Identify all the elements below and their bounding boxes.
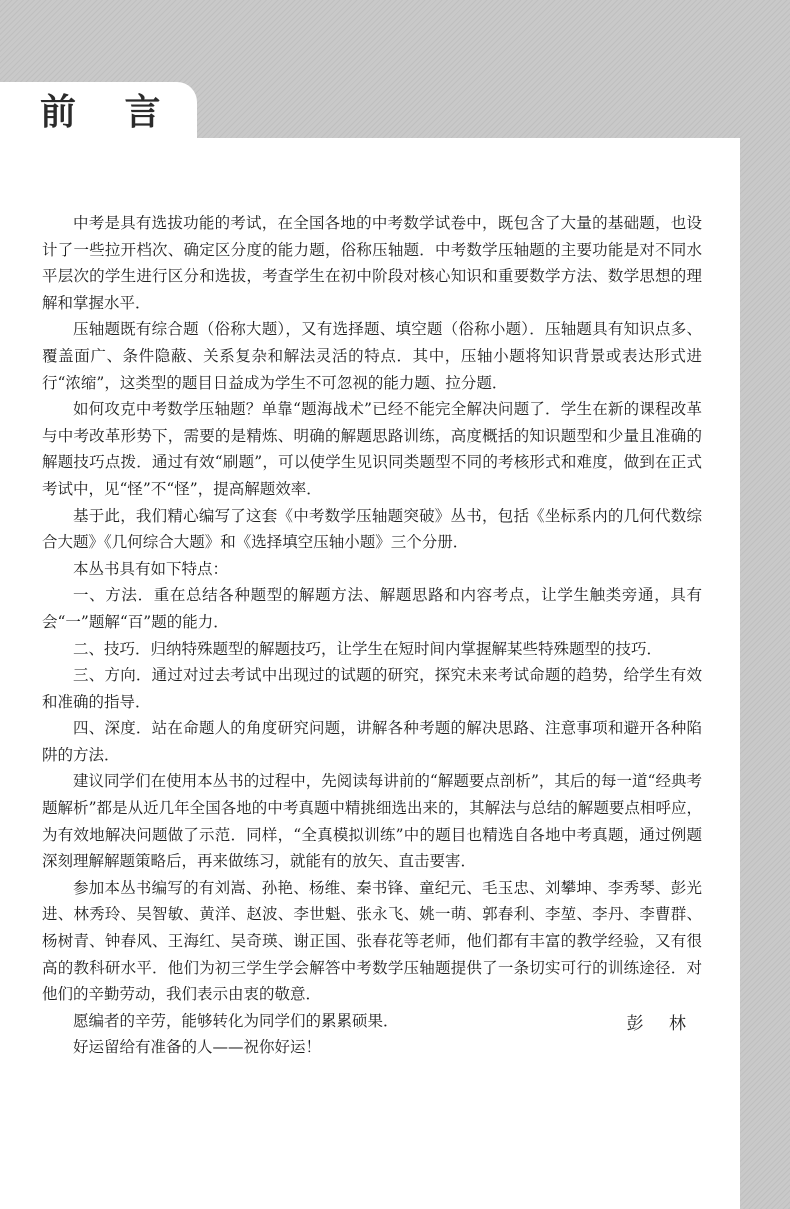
paragraph-wish: 愿编者的辛劳，能够转化为同学们的累累硕果．: [73, 1011, 399, 1030]
paragraph-series: 基于此，我们精心编写了这套《中考数学压轴题突破》丛书，包括《坐标系内的几何代数综合大题》《几何综合大题》和《选择填空压轴小题》三个分册．: [42, 506, 702, 552]
paragraph-feature-skill: 二、技巧．归纳特殊题型的解题技巧，让学生在短时间内掌握解某些特殊题型的技巧．: [73, 639, 663, 658]
paragraph-contributors: 参加本丛书编写的有刘嵩、孙艳、杨维、秦书锋、童纪元、毛玉忠、刘攀坤、李秀琴、彭光进、林秀玲、吴智敏、黄洋、赵波、李世魁、张永飞、姚一萌、郭春利、李堃、李丹、李曹群、杨树青、钟春风、王海红、吴奇瑛、谢正国、张春花等老师，他们都有丰富的教学经验，又有很高的教科研水平．他们为初三学生学会解答中考数学压轴题提供了一条切实可行的训练途径．对他们的辛勤劳动，我们表示由衷的敬意．: [42, 878, 702, 1004]
paragraph-feature-method: 一、方法．重在总结各种题型的解题方法、解题思路和内容考点，让学生触类旁通，具有会“一”题解“百”题的能力．: [42, 586, 702, 631]
paragraph-how-to: 如何攻克中考数学压轴题？单靠“题海战术”已经不能完全解决问题了．学生在新的课程改革与中考改革形势下，需要的是精炼、明确的解题思路训练，高度概括的知识题型和少量且准确的解题技巧点拨．通过有效“刷题”，可以使学生见识同类题型不同的考核形式和难度，做到在正式考试中，见“怪”不“怪”，提高解题效率．: [42, 400, 702, 498]
paragraph-feature-depth: 四、深度．站在命题人的角度研究问题，讲解各种考题的解决思路、注意事项和避开各种陷阱的方法．: [42, 719, 702, 764]
paragraph-feature-direction: 三、方向．通过对过去考试中出现过的试题的研究，探究未来考试命题的趋势，给学生有效和准确的指导．: [42, 666, 702, 711]
paragraph-good-luck: 好运留给有准备的人——祝你好运！: [73, 1038, 322, 1057]
author-signature: 彭 林: [626, 1014, 696, 1034]
preface-body: [42, 210, 702, 1061]
paragraph-question-types: 压轴题既有综合题（俗称大题），又有选择题、填空题（俗称小题）．压轴题具有知识点多、覆盖面广、条件隐蔽、关系复杂和解法灵活的特点．其中，压轴小题将知识背景或表达形式进行“浓缩”，这类型的题目日益成为学生不可忽视的能力题、拉分题．: [42, 320, 702, 392]
paragraph-intro: 中考是具有选拔功能的考试，在全国各地的中考数学试卷中，既包含了大量的基础题，也设计了一些拉开档次、确定区分度的能力题，俗称压轴题．中考数学压轴题的主要功能是对不同水平层次的学生进行区分和选拔，考查学生在初中阶段对核心知识和重要数学方法、数学思想的理解和掌握水平．: [42, 214, 702, 312]
page-title: 前 言: [40, 92, 179, 133]
paragraph-usage-advice: 建议同学们在使用本丛书的过程中，先阅读每讲前的“解题要点剖析”，其后的每一道“经典考题解析”都是从近几年全国各地的中考真题中精挑细选出来的，其解法与总结的解题要点相呼应，为有效地解决问题做了示范．同样，“全真模拟训练”中的题目也精选自各地中考真题，通过例题深刻理解解题策略后，再来做练习，就能有的放矢、直击要害．: [42, 772, 702, 871]
paragraph-features-heading: 本丛书具有如下特点：: [73, 559, 229, 578]
